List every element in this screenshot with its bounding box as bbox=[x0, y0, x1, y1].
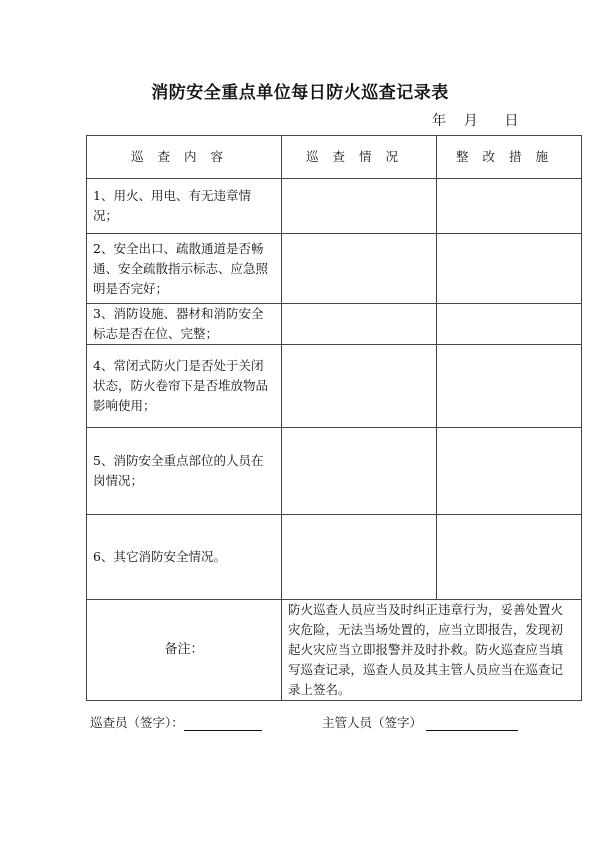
notes-label-cell bbox=[87, 600, 282, 701]
inspector-signature-line[interactable] bbox=[184, 716, 262, 731]
status-cell-1[interactable] bbox=[282, 179, 437, 234]
supervisor-signature bbox=[322, 713, 518, 731]
measure-cell-3[interactable] bbox=[437, 304, 582, 345]
inspector-signature bbox=[90, 713, 262, 731]
header-inspection-content: 巡查内容 bbox=[87, 136, 282, 179]
table-row bbox=[87, 428, 582, 515]
status-cell-6[interactable] bbox=[282, 515, 437, 600]
row-item-5: 5、消防安全重点部位的人员在岗情况； bbox=[87, 428, 282, 515]
notes-row bbox=[87, 600, 582, 701]
row-item-2: 2、安全出口、疏散通道是否畅通、安全疏散指示标志、应急照明是否完好； bbox=[87, 234, 282, 304]
status-cell-4[interactable] bbox=[282, 345, 437, 428]
notes-text: 防火巡查人员应当及时纠正违章行为，妥善处置火灾危险，无法当场处置的，应当立即报告，发现初起火灾应当立即报警并及时扑救。防火巡查应当填写巡查记录，巡查人员及其主管人员应当在巡查记录上签名。 bbox=[282, 600, 582, 701]
supervisor-signature-line[interactable] bbox=[426, 716, 518, 731]
inspector-signature-label: 巡查员（签字）： bbox=[90, 715, 184, 730]
header-inspection-status: 巡查情况 bbox=[282, 136, 437, 179]
row-item-1: 1、用火、用电、有无违章情况； bbox=[87, 179, 282, 234]
status-cell-3[interactable] bbox=[282, 304, 437, 345]
table-row bbox=[87, 179, 582, 234]
measure-cell-5[interactable] bbox=[437, 428, 582, 515]
supervisor-signature-label: 主管人员（签字） bbox=[322, 715, 423, 730]
row-item-6: 6、其它消防安全情况。 bbox=[87, 515, 282, 600]
date-line: 年 月 日 bbox=[432, 113, 519, 129]
table-row bbox=[87, 304, 582, 345]
status-cell-2[interactable] bbox=[282, 234, 437, 304]
status-cell-5[interactable] bbox=[282, 428, 437, 515]
row-item-3: 3、消防设施、器材和消防安全标志是否在位、完整； bbox=[87, 304, 282, 345]
page-title: 消防安全重点单位每日防火巡查记录表 bbox=[151, 83, 449, 103]
measure-cell-6[interactable] bbox=[437, 515, 582, 600]
header-rectification-measures: 整改措施 bbox=[437, 136, 582, 179]
measure-cell-2[interactable] bbox=[437, 234, 582, 304]
notes-label: 备注： bbox=[164, 642, 204, 657]
table-row bbox=[87, 515, 582, 600]
table-row bbox=[87, 345, 582, 428]
inspection-record-table bbox=[86, 135, 582, 701]
table-row bbox=[87, 234, 582, 304]
row-item-4: 4、常闭式防火门是否处于关闭状态，防火卷帘下是否堆放物品影响使用； bbox=[87, 345, 282, 428]
table-header-row bbox=[87, 136, 582, 179]
measure-cell-4[interactable] bbox=[437, 345, 582, 428]
measure-cell-1[interactable] bbox=[437, 179, 582, 234]
